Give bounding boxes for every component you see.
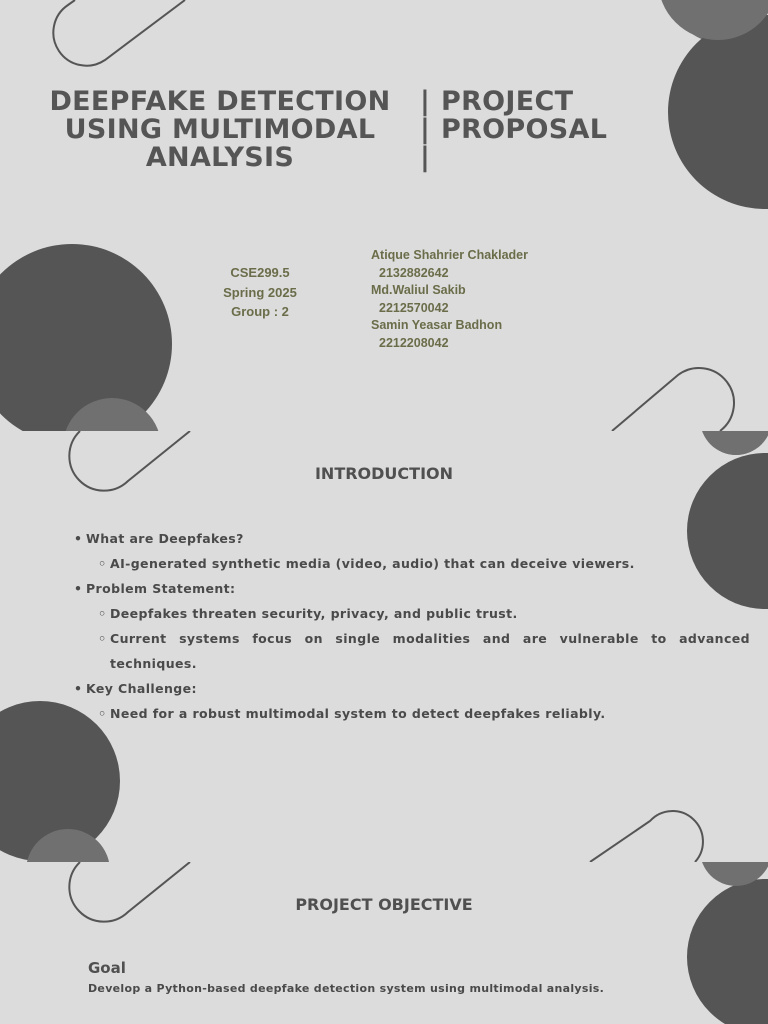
presentation-subtitle [441,88,607,144]
subtitle-line: PROPOSAL [441,114,608,145]
title-line: ANALYSIS [145,142,295,173]
member-id: 2132882642 [379,265,449,280]
member-name: Md.Waliul Sakib [371,283,466,298]
separator-bar: | [420,114,430,145]
light-circle-shape [700,431,768,455]
presentation-title [30,88,410,172]
member-id: 2212570042 [379,300,449,315]
separator-bar: | [420,142,430,173]
bullet-item: • What are Deepfakes? [74,526,750,551]
goal-label: Goal [88,959,126,977]
group-number: Group : 2 [231,304,289,319]
subtitle-line: PROJECT [441,86,574,117]
member-name: Samin Yeasar Badhon [371,318,503,333]
sub-bullet-item: ◦ Deepfakes threaten security, privacy, and public trust. [74,601,750,626]
member-id: 2212208042 [379,335,449,350]
capsule-outline-shape [53,0,185,66]
separator-bar: | [420,86,430,117]
dark-circle-shape [0,244,172,431]
course-code: CSE299.5 [230,265,290,280]
member-name: Atique Shahrier Chaklader [371,248,528,262]
sub-bullet-item: ◦ AI-generated synthetic media (video, audio) that can deceive viewers. [74,551,750,576]
title-separator [420,88,430,172]
section-heading: PROJECT OBJECTIVE [295,895,473,914]
goal-text: Develop a Python-based deepfake detection system using multimodal analysis. [88,982,605,995]
decorative-shapes [0,0,768,431]
objective-slide [0,862,768,1024]
decorative-shapes [0,862,768,1024]
title-line: USING MULTIMODAL [64,114,376,145]
bullet-item: • Problem Statement: [74,576,750,601]
title-slide [0,0,768,431]
sub-bullet-item: ◦ Need for a robust multimodal system to detect deepfakes reliably. [74,701,750,726]
course-info [200,263,320,322]
section-heading: INTRODUCTION [314,464,454,483]
sub-bullet-continuation: techniques. [110,656,197,671]
capsule-outline-shape [590,811,703,862]
sub-bullet-item: ◦ Current systems focus on single modalities and are vulnerable to advanced [74,626,750,651]
semester: Spring 2025 [223,284,297,300]
introduction-slide [0,431,768,862]
title-line: DEEPFAKE DETECTION [49,86,391,117]
capsule-outline-shape [612,368,734,431]
dark-circle-shape [668,15,768,209]
member-list [371,247,528,353]
bullet-item: • Key Challenge: [74,676,750,701]
bullet-list [74,526,750,726]
